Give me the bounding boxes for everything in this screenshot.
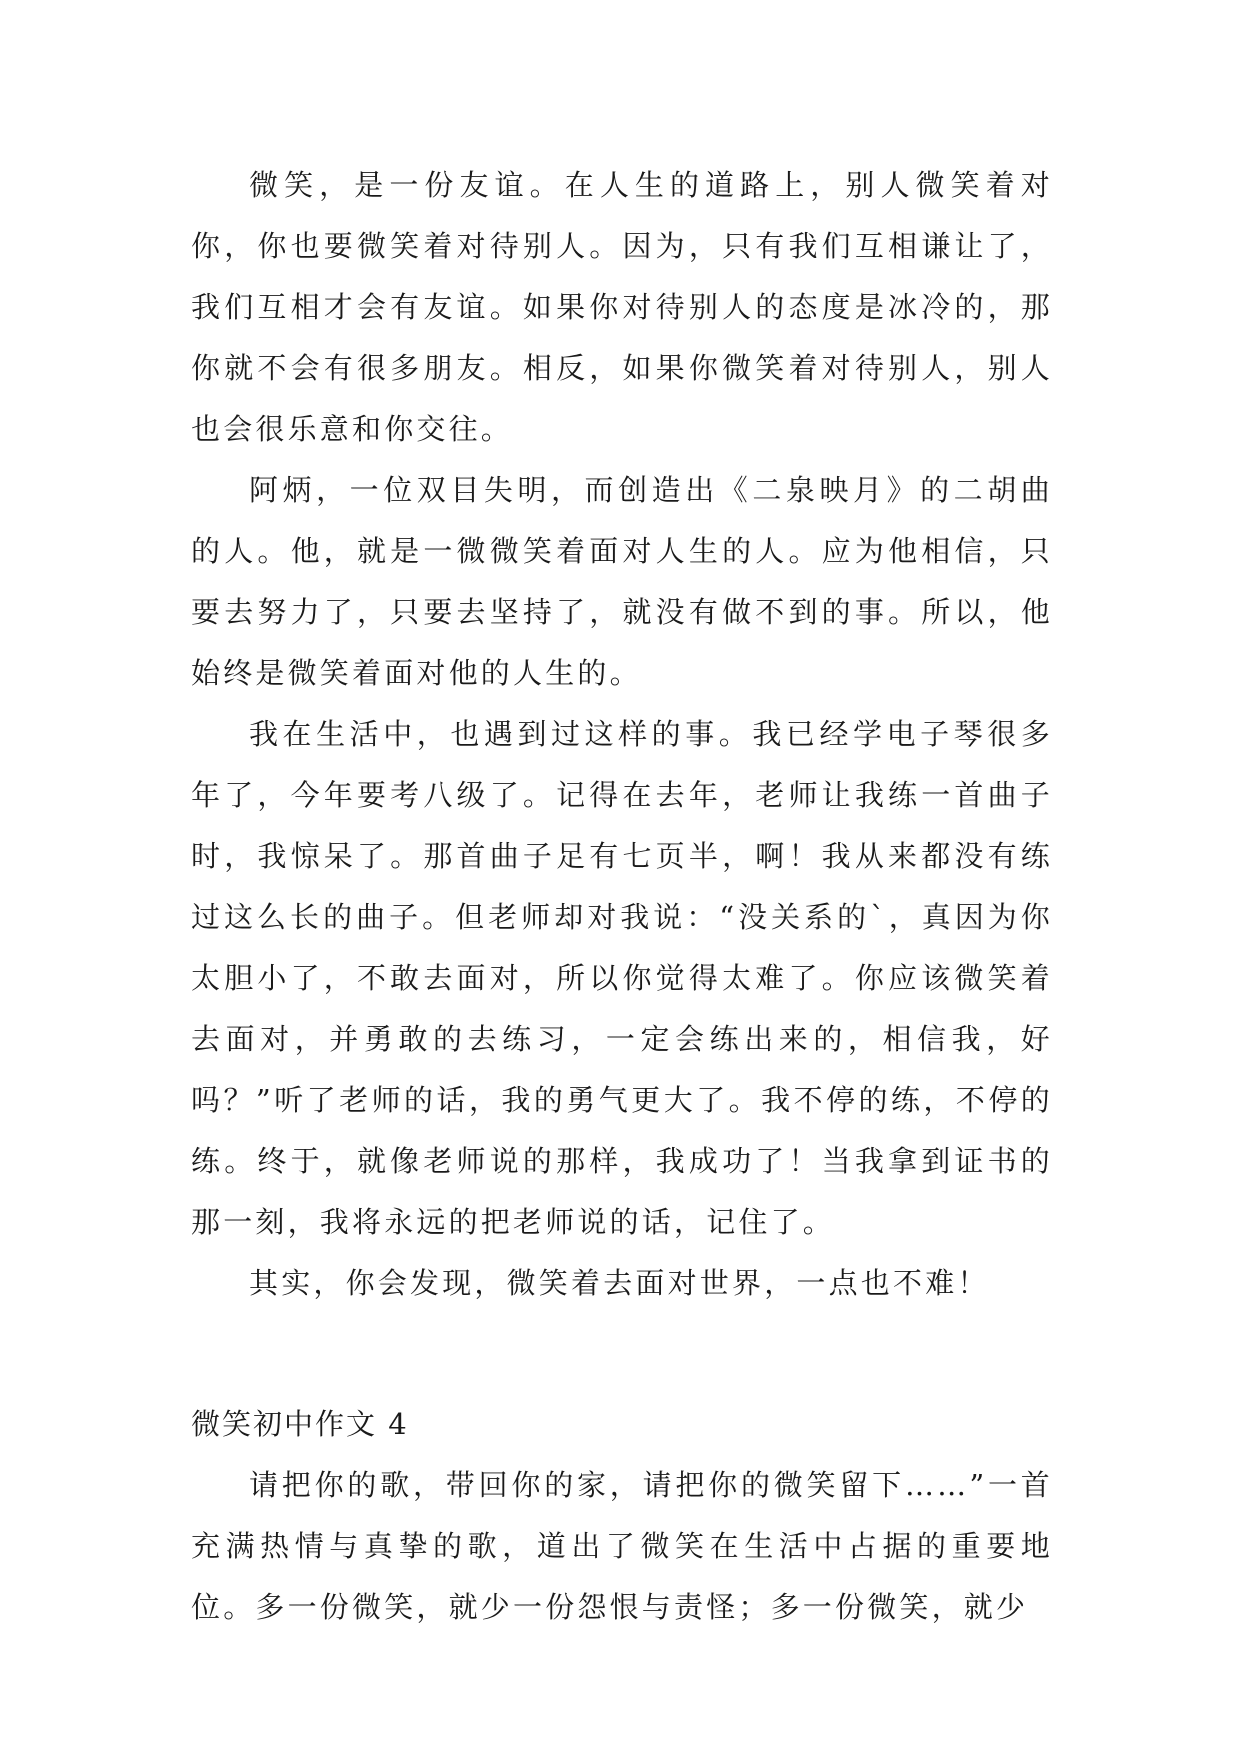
paragraph-piano: 我在生活中，也遇到过这样的事。我已经学电子琴很多年了，今年要考八级了。记得在去年，老师让我练一首曲子时，我惊呆了。那首曲子足有七页半，啊！我从来都没有练过这么长的曲子。但老师却对我说：“没关系的`，真因为你太胆小了，不敢去面对，所以你觉得太难了。你应该微笑着去面对，并勇敢的去练习，一定会练出来的，相信我，好吗？”听了老师的话，我的勇气更大了。我不停的练，不停的练。终于，就像老师说的那样，我成功了！当我拿到证书的那一刻，我将永远的把老师说的话，记住了。: [191, 717, 1053, 1239]
paragraph-friendship: 微笑，是一份友谊。在人生的道路上，别人微笑着对你，你也要微笑着对待别人。因为，只有我们互相谦让了，我们互相才会有友谊。如果你对待别人的态度是冰冷的，那你就不会有很多朋友。相反，如果你微笑着对待别人，别人也会很乐意和你交往。: [191, 168, 1053, 446]
section-heading: 微笑初中作文 4: [191, 1407, 409, 1441]
paragraph-abing: 阿炳，一位双目失明，而创造出《二泉映月》的二胡曲的人。他，就是一微微笑着面对人生的人。应为他相信，只要去努力了，只要去坚持了，就没有做不到的事。所以，他始终是微笑着面对他的人生的。: [191, 473, 1053, 690]
document-body: [191, 155, 1053, 1638]
paragraph-song: 请把你的歌，带回你的家，请把你的微笑留下……”一首充满热情与真挚的歌，道出了微笑在生活中占据的重要地位。多一份微笑，就少一份怨恨与责怪；多一份微笑，就少: [191, 1468, 1053, 1624]
paragraph-conclusion: 其实，你会发现，微笑着去面对世界，一点也不难！: [249, 1266, 990, 1300]
